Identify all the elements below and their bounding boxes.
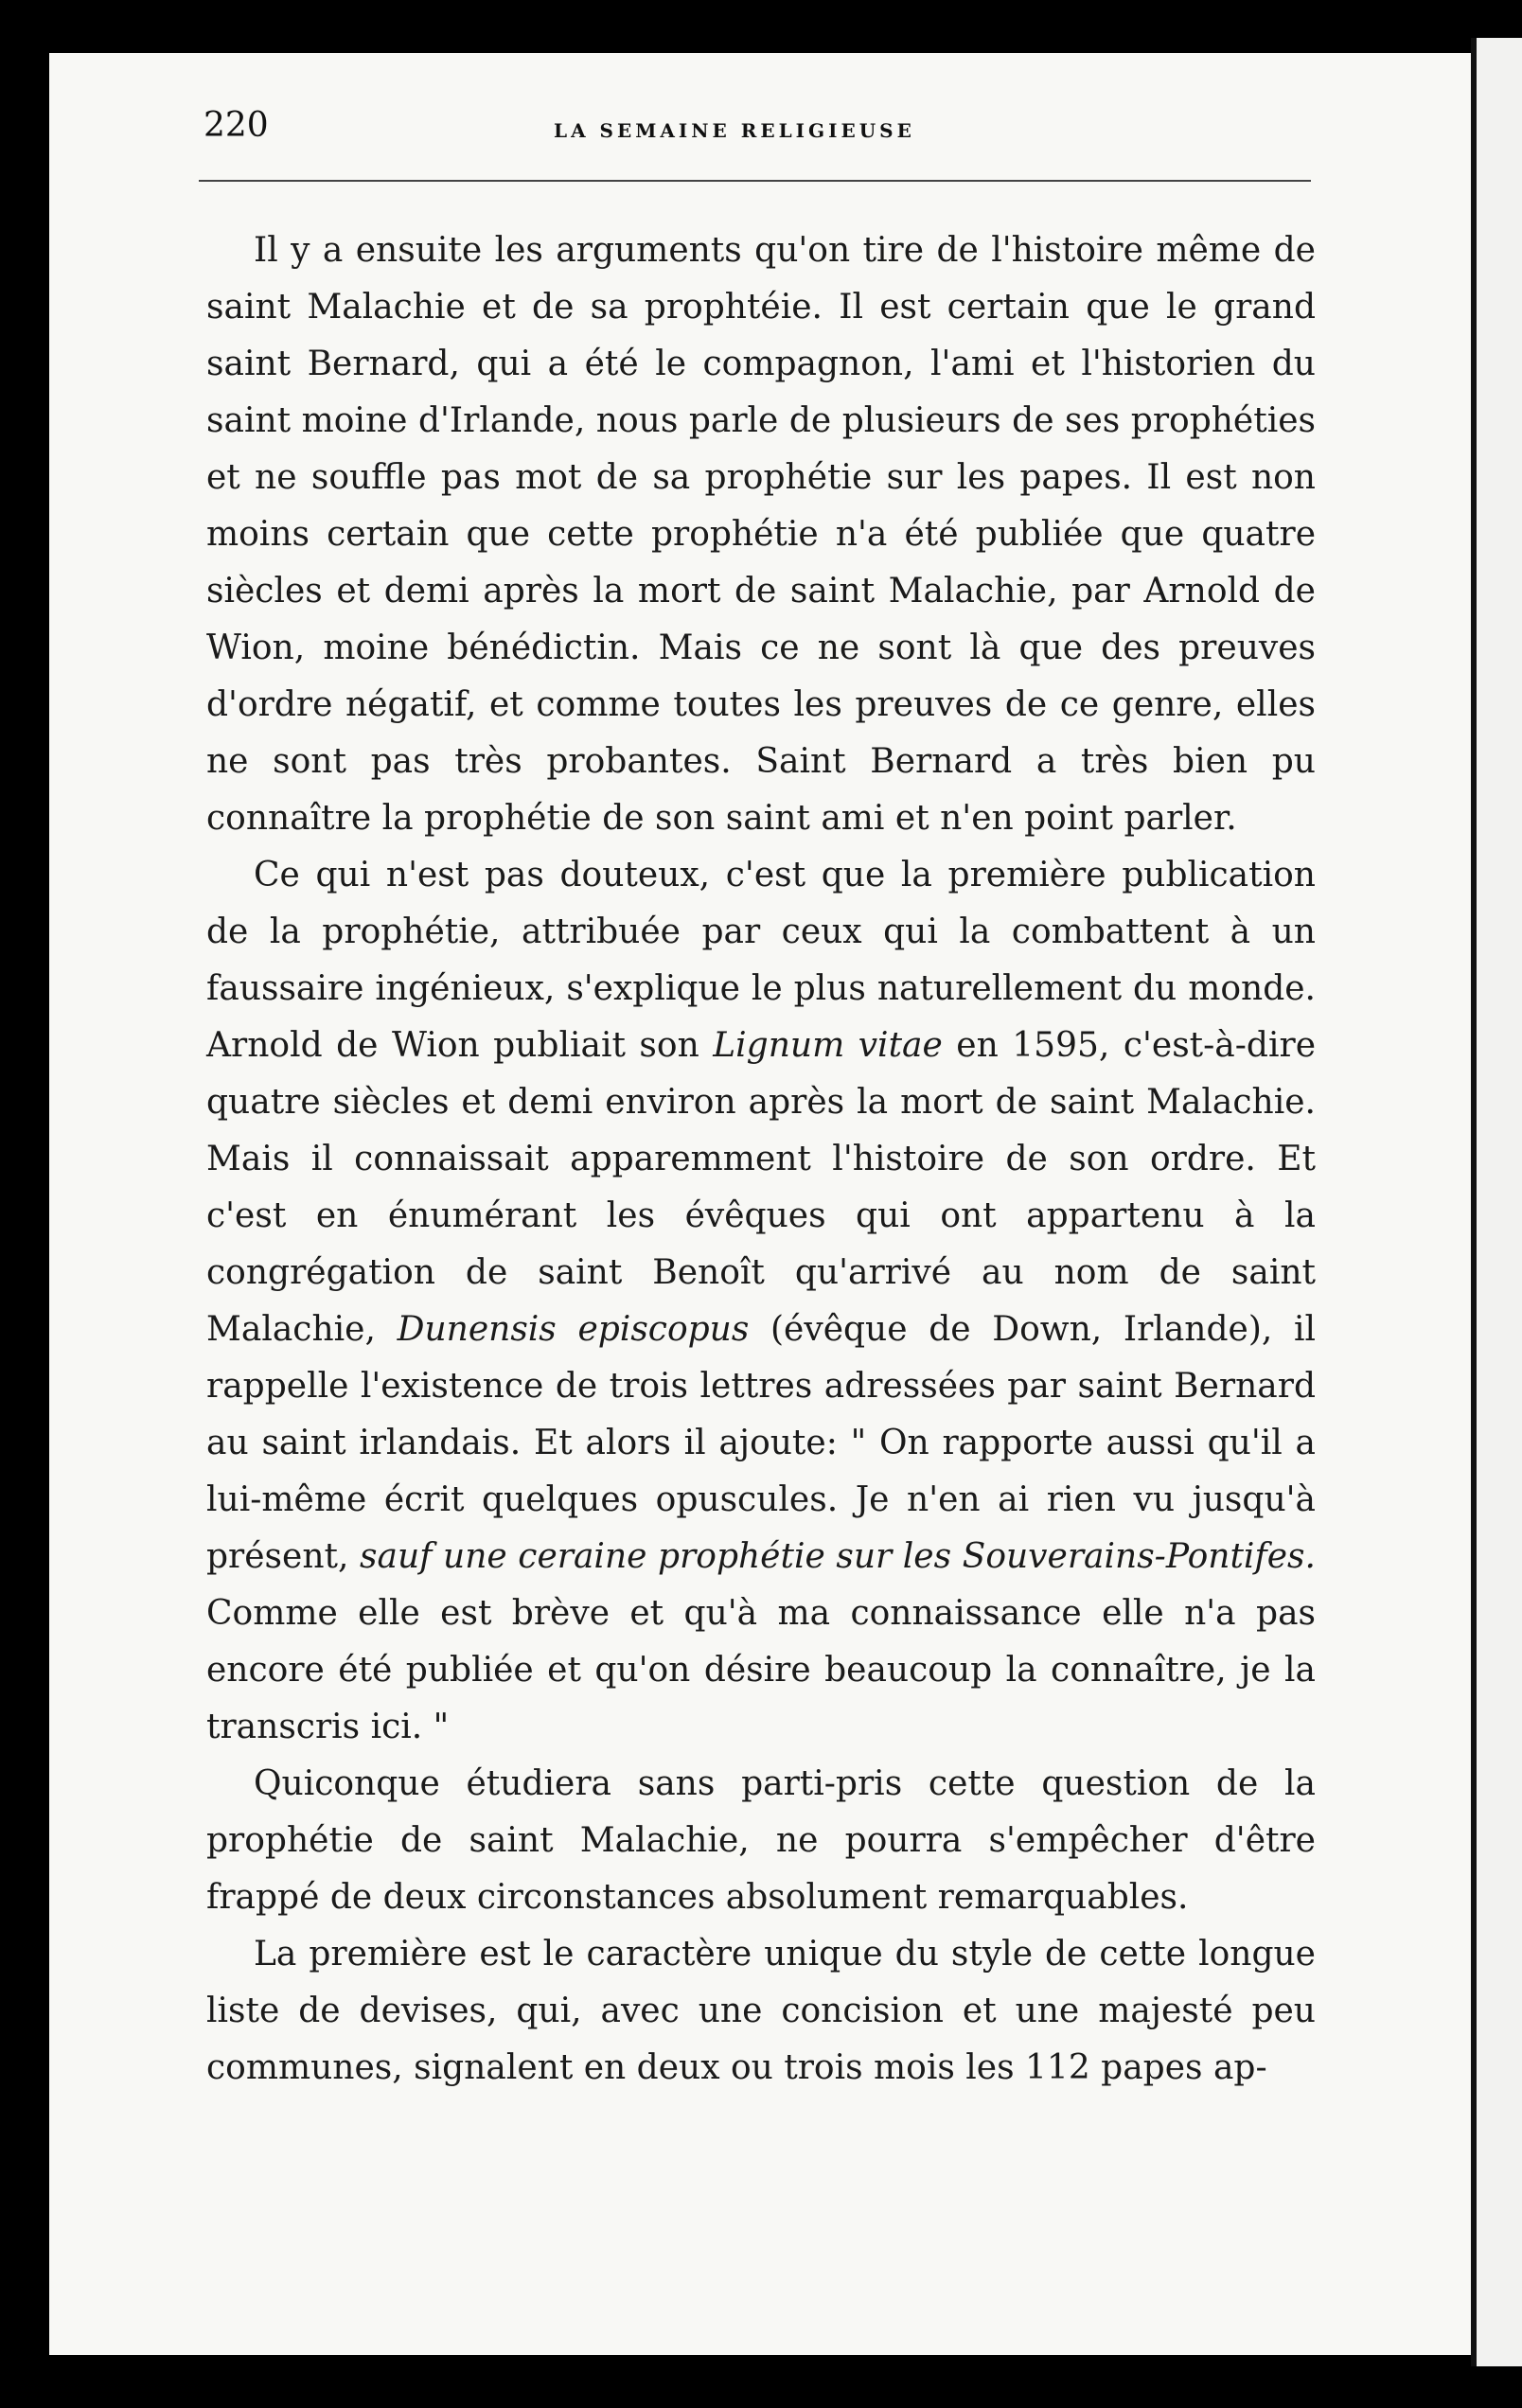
body-text <box>206 222 1316 2097</box>
running-title: LA SEMAINE RELIGIEUSE <box>554 119 915 142</box>
facing-page-edge <box>1471 38 1522 2366</box>
paragraph-4: La première est le caractère unique du style de cette longue liste de devises, qui, avec une concision et une majesté peu communes, signalent en deux ou trois mois les 112 papes ap- <box>206 1935 1316 2087</box>
paragraph-2-part-b: en 1595, c'est-à-dire quatre siècles et demi environ après la mort de saint Malachie. Mais il connaissait apparemment l'histoire de son ordre. Et c'est en énumérant les évêques qui ont appartenu à la congrégation de saint Benoît qu'arrivé au nom de saint Malachie, <box>206 1026 1316 1349</box>
paragraph-2 <box>206 847 1316 1756</box>
running-head <box>204 106 1311 153</box>
quoted-prophecy-phrase: sauf une ceraine prophétie sur les Souverains-Pontifes. <box>360 1537 1316 1576</box>
latin-title-dunensis-episcopus: Dunensis episcopus <box>397 1310 750 1349</box>
header-rule <box>199 180 1311 182</box>
paragraph-2-part-a: Ce qui n'est pas douteux, c'est que la première publication de la prophétie, attribuée par ceux qui la combattent à un faussaire ingénieux, s'explique le plus naturellement du monde. Arnold de Wion publiait son <box>206 856 1316 1065</box>
paragraph-1: Il y a ensuite les arguments qu'on tire de l'histoire même de saint Malachie et de sa prophtéie. Il est certain que le grand saint Bernard, qui a été le compagnon, l'ami et l'historien du saint moine d'Irlande, nous parle de plusieurs de ses prophéties et ne souffle pas mot de sa prophétie sur les papes. Il est non moins certain que cette prophétie n'a été publiée que quatre siècles et demi après la mort de saint Malachie, par Arnold de Wion, moine bénédictin. Mais ce ne sont là que des preuves d'ordre négatif, et comme toutes les preuves de ce genre, elles ne sont pas très probantes. Saint Bernard a très bien pu connaître la prophétie de son saint ami et n'en point parler. <box>206 231 1316 838</box>
paragraph-2-part-d: Comme elle est brève et qu'à ma connaissance elle n'a pas encore été publiée et qu'on désire beaucoup la connaître, je la transcris ici. " <box>206 1594 1316 1746</box>
book-title-lignum-vitae: Lignum vitae <box>713 1026 943 1065</box>
page-number: 220 <box>204 106 269 145</box>
paragraph-2-part-c: (évêque de Down, Irlande), il rappelle l'existence de trois lettres adressées par saint Bernard au saint irlandais. Et alors il ajoute: " On rapporte aussi qu'il a lui-même écrit quelques opuscules. Je n'en ai rien vu jusqu'à présent, <box>206 1310 1317 1576</box>
paragraph-3: Quiconque étudiera sans parti-pris cette question de la prophétie de saint Malachie, ne pourra s'empêcher d'être frappé de deux circonstances absolument remarquables. <box>206 1764 1316 1917</box>
